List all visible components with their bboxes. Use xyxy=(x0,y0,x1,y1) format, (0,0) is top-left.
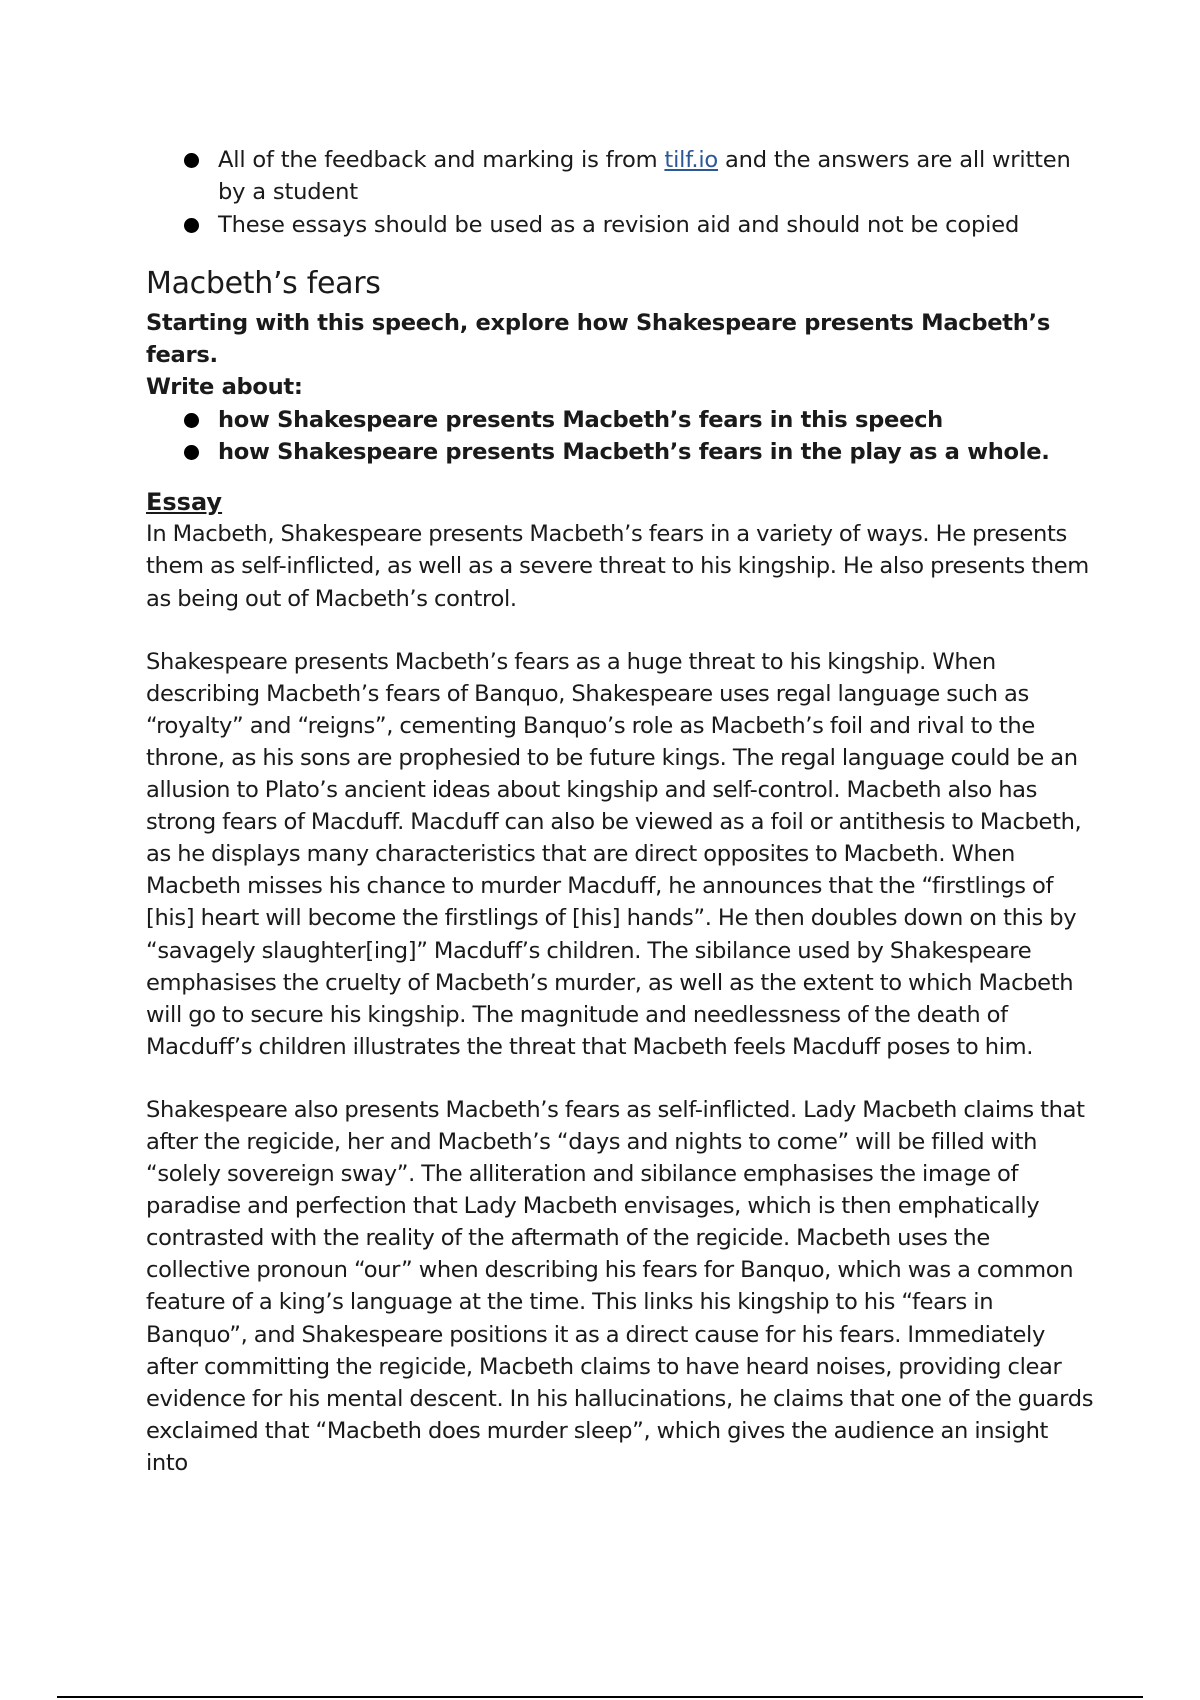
intro-bullet-text: All of the feedback and marking is from tilf.io and the answers are all written by a student xyxy=(218,147,1071,206)
essay-heading: Essay xyxy=(146,488,223,517)
prompt-bullet-text: how Shakespeare presents Macbeth’s fears in the play as a whole. xyxy=(218,439,1050,466)
intro-bullet-text: These essays should be used as a revision aid and should not be copied xyxy=(218,211,1020,238)
intro-bullet-list xyxy=(146,144,1096,241)
bullet-icon xyxy=(184,445,199,460)
prompt-bullet xyxy=(146,436,1096,468)
bullet-icon xyxy=(184,413,199,428)
intro-bullet-source xyxy=(146,144,1096,209)
section-title: Macbeth’s fears xyxy=(146,265,381,301)
essay-paragraph: Shakespeare also presents Macbeth’s fears as self-inflicted. Lady Macbeth claims that after the regicide, her and Macbeth’s “days and nights to come” will be filled with “solely sovereign sway”. The alliteration and sibilance emphasises the image of paradise and perfection that Lady Macbeth envisages, which is then emphatically contrasted with the reality of the aftermath of the regicide. Macbeth uses the collective pronoun “our” when describing his fears for Banquo, which was a common feature of a king’s language at the time. This links his kingship to his “fears in Banquo”, and Shakespeare positions it as a direct cause for his fears. Immediately after committing the regicide, Macbeth claims to have heard noises, providing clear evidence for his mental descent. In his hallucinations, he claims that one of the guards exclaimed that “Macbeth does murder sleep”, which gives the audience an insight into xyxy=(146,1096,1094,1476)
bullet-icon xyxy=(184,153,199,168)
prompt-bullet-text: how Shakespeare presents Macbeth’s fears in this speech xyxy=(218,406,943,433)
bullet-icon xyxy=(184,218,199,233)
prompt-line: Starting with this speech, explore how Shakespeare presents Macbeth’s fears. xyxy=(146,309,1050,369)
tilf-link[interactable]: tilf.io xyxy=(664,147,719,173)
essay-paragraph: Shakespeare presents Macbeth’s fears as a huge threat to his kingship. When describing Macbeth’s fears of Banquo, Shakespeare uses regal language such as “royalty” and “reigns”, cementing Banquo’s role as Macbeth’s foil and rival to the throne, as his sons are prophesied to be future kings. The regal language could be an allusion to Plato’s ancient ideas about kingship and self-control. Macbeth also has strong fears of Macduff. Macduff can also be viewed as a foil or antithesis to Macbeth, as he displays many characteristics that are direct opposites to Macbeth. When Macbeth misses his chance to murder Macduff, he announces that the “firstlings of [his] heart will become the firstlings of [his] hands”. He then doubles down on this by “savagely slaughter[ing]” Macduff’s children. The sibilance used by Shakespeare emphasises the cruelty of Macbeth’s murder, as well as the extent to which Macbeth will go to secure his kingship. The magnitude and needlessness of the death of Macduff’s children illustrates the threat that Macbeth feels Macduff poses to him. xyxy=(146,648,1082,1060)
essay-paragraph: In Macbeth, Shakespeare presents Macbeth’s fears in a variety of ways. He presents them as self-inflicted, as well as a severe threat to his kingship. He also presents them as being out of Macbeth’s control. xyxy=(146,521,1089,612)
essay-prompt xyxy=(146,307,1096,404)
prompt-bullet xyxy=(146,404,1096,436)
page-bottom-divider xyxy=(57,1696,1143,1698)
intro-bullet-disclaimer xyxy=(146,209,1096,241)
prompt-write-about: Write about: xyxy=(146,374,303,401)
prompt-bullet-list xyxy=(146,404,1096,469)
document-page xyxy=(146,144,1096,1479)
